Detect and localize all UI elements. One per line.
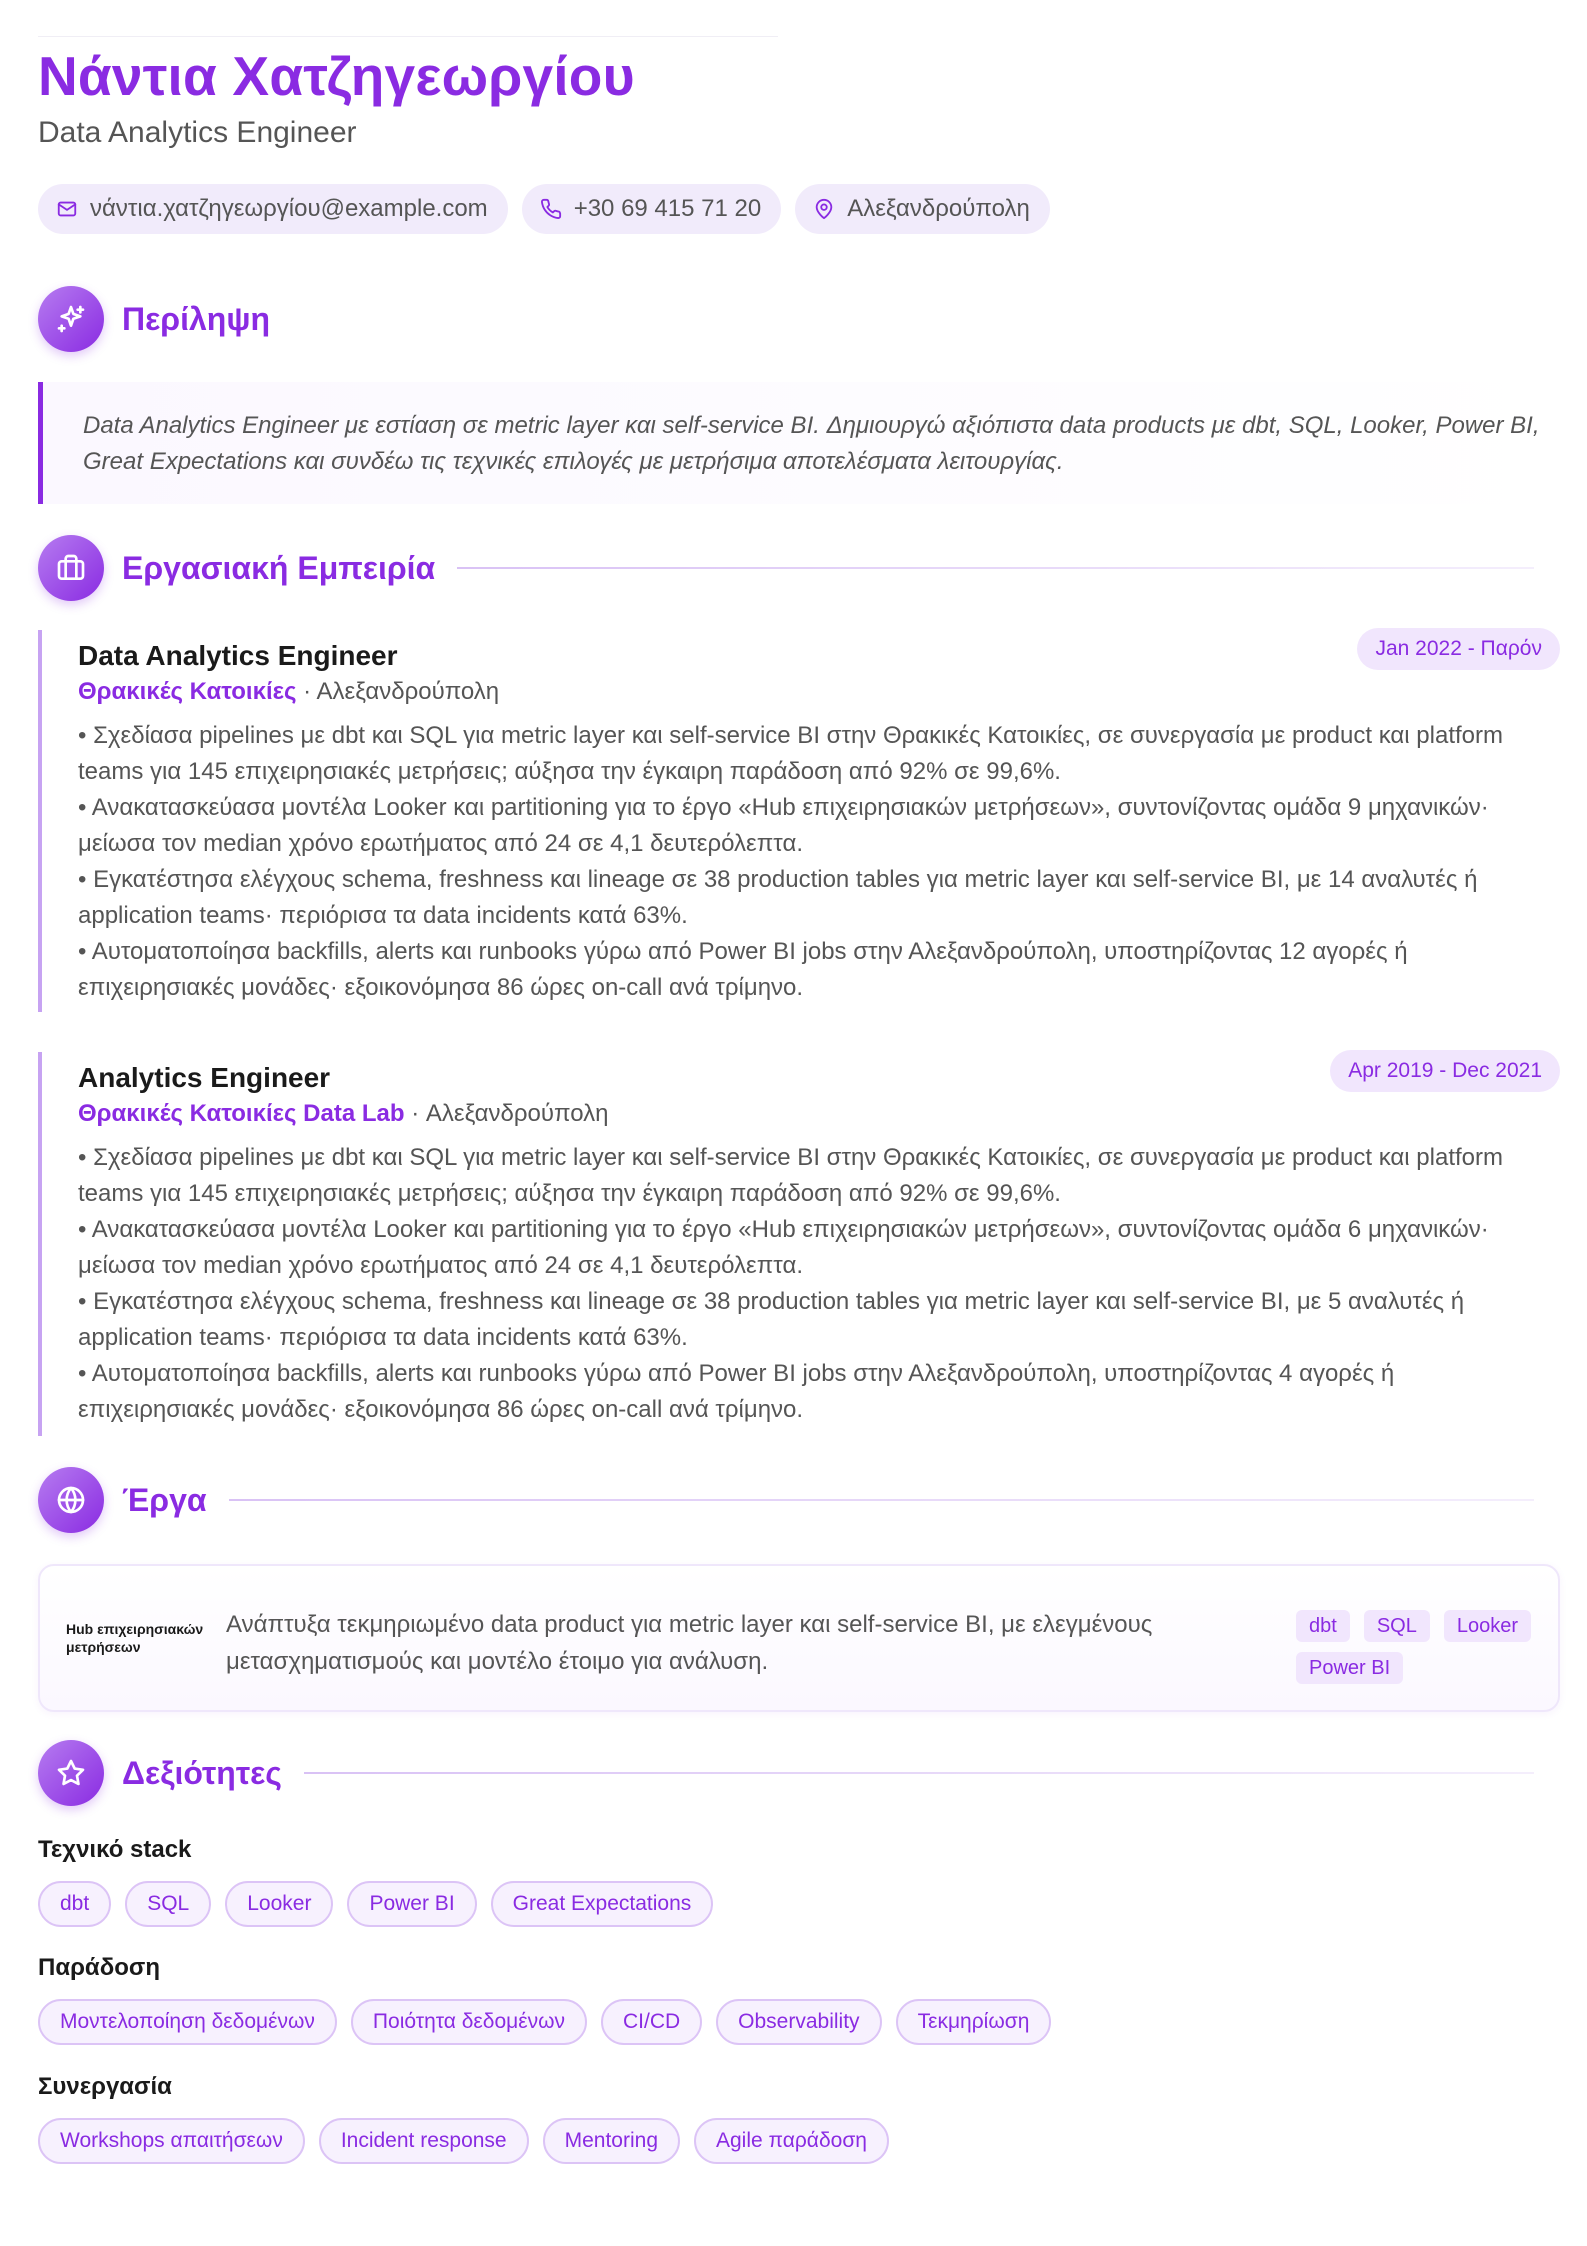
job-date-badge: Jan 2022 - Παρόν [1357,628,1560,670]
job-entry [38,630,1560,1012]
project-card [38,1564,1560,1712]
phone-icon [540,198,562,220]
skill-tag: Power BI [347,1881,476,1927]
location-chip [795,184,1050,234]
bullet-line: μείωσα τον median χρόνο ερωτήματος από 24 σε 4,1 δευτερόλεπτα. [78,1252,803,1279]
skill-tag: Agile παράδοση [694,2118,889,2164]
job-bullets [78,718,1560,1006]
skill-tag-row [38,1999,1051,2045]
sparkle-icon [55,303,87,335]
summary-line: Great Expectations και συνδέω τις τεχνικές επιλογές με μετρήσιμα αποτελέσματα λειτουργίας. [83,448,1064,475]
project-tag: SQL [1364,1610,1430,1642]
project-tag: Power BI [1296,1652,1403,1684]
candidate-name: Νάντια Χατζηγεωργίου [38,45,635,107]
location-icon [813,198,835,220]
project-name: Hub επιχειρησιακών μετρήσεων [66,1621,204,1655]
bullet-line: teams για 145 επιχειρησιακές μετρήσεις; αύξησα την έγκαιρη παράδοση από 92% σε 99,6%. [78,758,1061,785]
experience-title: Εργασιακή Εμπειρία [122,549,436,586]
experience-icon-badge [38,535,104,601]
job-entry [38,1052,1560,1436]
skills-section-header [38,1740,1560,1806]
skill-tag: dbt [38,1881,111,1927]
phone-text: +30 69 415 71 20 [573,195,762,222]
job-meta [78,678,1560,706]
skills-icon-badge [38,1740,104,1806]
skill-group-title: Παράδοση [38,1954,160,1981]
email-chip[interactable] [38,184,508,234]
phone-chip[interactable] [522,184,782,234]
project-description [226,1606,1226,1680]
projects-title: Έργα [122,1481,207,1518]
top-divider [38,36,778,37]
bullet-line: επιχειρησιακές μονάδες· εξοικονόμησα 86 ώρες on-call ανά τρίμηνο. [78,1396,804,1423]
job-meta [78,1100,1560,1128]
skill-tag: Μοντελοποίηση δεδομένων [38,1999,337,2045]
summary-icon-badge [38,286,104,352]
candidate-role: Data Analytics Engineer [38,116,357,149]
project-tag: dbt [1296,1610,1350,1642]
job-location: · Αλεξανδρούπολη [404,1100,609,1127]
bullet-line: • Αυτοματοποίησα backfills, alerts και runbooks γύρω από Power BI jobs στην Αλεξανδρούπολη, υποστηρίζοντας 4 αγορές ή [78,1360,1395,1387]
section-divider [229,1499,1534,1501]
briefcase-icon [55,552,87,584]
bullet-line: επιχειρησιακές μονάδες· εξοικονόμησα 86 ώρες on-call ανά τρίμηνο. [78,974,804,1001]
job-location: · Αλεξανδρούπολη [296,678,500,705]
skill-tag: Great Expectations [491,1881,714,1927]
bullet-line: application teams· περιόρισα τα data incidents κατά 63%. [78,902,688,929]
project-desc-line: Ανάπτυξα τεκμηριωμένο data product για metric layer και self-service BI, με ελεγμένους [226,1611,1153,1638]
star-icon [55,1757,87,1789]
bullet-line: • Σχεδίασα pipelines με dbt και SQL για metric layer και self-service BI στην Θρακικές Κατοικίες, σε συνεργασία με product και platform [78,1144,1503,1171]
job-company: Θρακικές Κατοικίες [78,678,297,705]
project-desc-line: μετασχηματισμούς και μοντέλο έτοιμο για ανάλυση. [226,1648,769,1675]
project-tag: Looker [1444,1610,1531,1642]
bullet-line: teams για 145 επιχειρησιακές μετρήσεις; αύξησα την έγκαιρη παράδοση από 92% σε 99,6%. [78,1180,1061,1207]
globe-icon [55,1484,87,1516]
section-divider [304,1772,1534,1774]
email-text: νάντια.χατζηγεωργίου@example.com [90,195,488,222]
bullet-line: • Ανακατασκεύασα μοντέλα Looker και partitioning για το έργο «Hub επιχειρησιακών μετρήσεων», συντονίζοντας ομάδα 6 μηχανικών· [78,1216,1489,1243]
skill-tag: CI/CD [601,1999,702,2045]
job-bullets [78,1140,1560,1428]
summary-section-header [38,286,1560,352]
bullet-line: • Αυτοματοποίησα backfills, alerts και runbooks γύρω από Power BI jobs στην Αλεξανδρούπολη, υποστηρίζοντας 12 αγορές ή [78,938,1408,965]
skill-tag: Incident response [319,2118,529,2164]
skill-tag: SQL [125,1881,211,1927]
bullet-line: • Εγκατέστησα ελέγχους schema, freshness και lineage σε 38 production tables για metric layer και self-service BI, με 5 αναλυτές ή [78,1288,1465,1315]
skill-tag: Observability [716,1999,881,2045]
bullet-line: • Ανακατασκεύασα μοντέλα Looker και partitioning για το έργο «Hub επιχειρησιακών μετρήσεων», συντονίζοντας ομάδα 9 μηχανικών· [78,794,1489,821]
location-text: Αλεξανδρούπολη [847,195,1030,222]
bullet-line: • Εγκατέστησα ελέγχους schema, freshness και lineage σε 38 production tables για metric layer και self-service BI, με 14 αναλυτές ή [78,866,1478,893]
summary-title: Περίληψη [122,300,270,337]
job-title: Analytics Engineer [78,1062,331,1093]
bullet-line: • Σχεδίασα pipelines με dbt και SQL για metric layer και self-service BI στην Θρακικές Κατοικίες, σε συνεργασία με product και platform [78,722,1503,749]
skill-tag: Mentoring [543,2118,680,2164]
skill-tag-row [38,2118,889,2164]
skill-tag: Τεκμηρίωση [896,1999,1052,2045]
skill-group-title: Τεχνικό stack [38,1836,192,1863]
job-title: Data Analytics Engineer [78,640,398,671]
projects-section-header [38,1467,1560,1533]
project-tags [1296,1610,1536,1684]
summary-block [38,382,1560,504]
contact-list [38,184,1050,234]
section-divider [457,567,1534,569]
summary-line: Data Analytics Engineer με εστίαση σε metric layer και self-service BI. Δημιουργώ αξιόπιστα data products με dbt, SQL, Looker, Power BI, [83,412,1540,439]
skill-tag: Looker [225,1881,333,1927]
skill-tag: Ποιότητα δεδομένων [351,1999,587,2045]
bullet-line: μείωσα τον median χρόνο ερωτήματος από 24 σε 4,1 δευτερόλεπτα. [78,830,803,857]
mail-icon [56,198,78,220]
skill-group-title: Συνεργασία [38,2073,172,2100]
skill-tag: Workshops απαιτήσεων [38,2118,305,2164]
projects-icon-badge [38,1467,104,1533]
skill-tag-row [38,1881,713,1927]
job-company: Θρακικές Κατοικίες Data Lab [78,1100,405,1127]
experience-section-header [38,535,1560,601]
bullet-line: application teams· περιόρισα τα data incidents κατά 63%. [78,1324,688,1351]
skills-title: Δεξιότητες [122,1754,282,1791]
job-date-badge: Apr 2019 - Dec 2021 [1330,1050,1560,1092]
